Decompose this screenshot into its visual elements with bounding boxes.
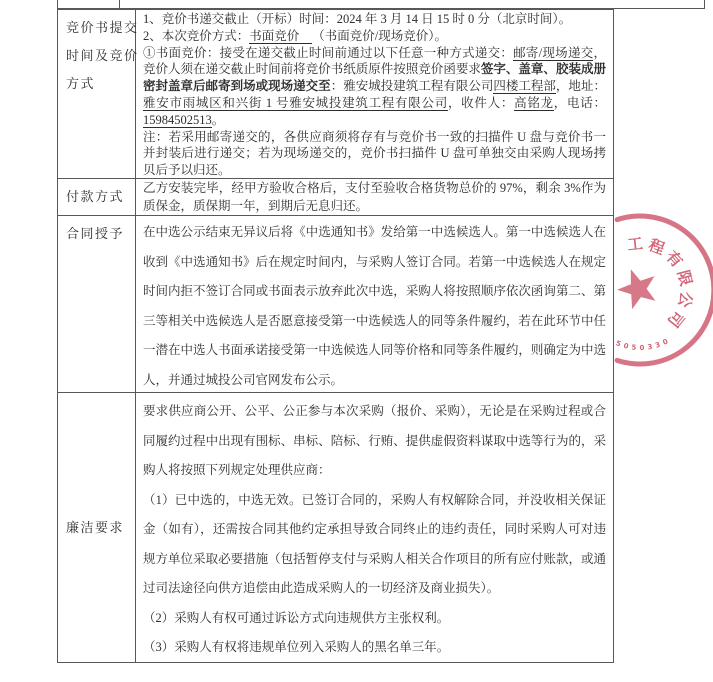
seal-arc-char: 司: [663, 307, 688, 331]
text: 注：若采用邮寄递交的，各供应商须将存有与竞价书一致的扫描件 U 盘与竞价书一并封装后进行递交；若为现场递交的，竞价书扫描件 U 盘可单独交由采购人现场拷贝后予以归还。: [143, 129, 606, 178]
row-header-label: 付款方式: [66, 189, 125, 204]
row-header-label: 竞价书提交: [66, 20, 139, 35]
content-paragraph: [143, 397, 606, 486]
text: （书面竞价/现场竞价）。: [312, 28, 448, 43]
seal-arc-char: 程: [646, 235, 667, 259]
content-paragraph: [143, 180, 606, 215]
seal-arc-char: 限: [673, 268, 696, 288]
underlined-text: 邮寄/现场递交: [513, 45, 594, 60]
text: ①书面竞价：接受在递交截止时间前通过以下任意一种方式递交：: [143, 45, 514, 60]
table-row-integrity-requirements: [58, 392, 613, 662]
bold-text: 签字、盖章、胶装成册密封盖章后邮寄到场或现场递交至: [143, 62, 606, 94]
content-paragraph: [143, 11, 606, 28]
procurement-terms-table: [57, 9, 614, 663]
seal-arc-char: 公: [674, 290, 696, 310]
table-fragment-divider: [119, 0, 120, 8]
table-row-payment-terms: [58, 178, 613, 215]
text: ：雅安城投建筑工程有限公司: [330, 79, 494, 94]
text: 1、竞价书递交截止（开标）时间：2024 年 3 月 14 日 15 时 0 分（北京时间）。: [143, 12, 572, 26]
seal-serial-digit: 0: [622, 341, 630, 351]
table-row-contract-award: [58, 215, 613, 392]
seal-serial-digit: 3: [647, 342, 654, 352]
text: 要求供应商公开、公平、公正参与本次采购（报价、采购），无论是在采购过程或合同履约过程中出现有围标、串标、陪标、行贿、提供虚假资料谋取中选等行为的，采购人将按照下列规定处理供应商：: [143, 404, 606, 477]
content-paragraph: [143, 129, 606, 179]
seal-serial-digit: 5: [614, 339, 623, 349]
row-header-cell: [58, 179, 136, 215]
underlined-text: 15984502513: [143, 112, 212, 127]
seal-ring: [614, 216, 713, 364]
underlined-text: 四楼工程部: [493, 79, 556, 94]
seal-serial-digit: 0: [639, 343, 645, 353]
row-header-label: 廉洁要求: [66, 519, 125, 535]
text: 乙方安装完毕，经甲方验收合格后，支付至验收合格货物总价的 97%，剩余 3%作为质保金，质保期一年，到期后无息归还。: [143, 181, 606, 213]
content-paragraph: [143, 45, 606, 129]
row-header-cell: [58, 393, 136, 662]
seal-serial-digit: 3: [654, 340, 662, 350]
row-header-label: 方式: [66, 76, 96, 91]
underlined-text: 高铭龙: [514, 95, 554, 110]
text: （3）采购人有权将违规单位列入采购人的黑名单三年。: [143, 640, 450, 654]
seal-arc-char: 工: [626, 234, 644, 255]
text: （2）采购人有权可通过诉讼方式向违规供方主张权利。: [143, 610, 450, 625]
text: ，竞价人须在递交截止时间前将竞价书纸质原件按照竞价函要求: [143, 45, 606, 77]
content-paragraph: [143, 604, 606, 634]
row-content-cell: [136, 10, 613, 178]
row-header-label: 合同授予: [66, 226, 125, 241]
row-header-cell: [58, 10, 139, 178]
row-header-cell: [58, 216, 136, 392]
content-paragraph: [143, 486, 606, 604]
seal-serial-digit: 5: [631, 343, 637, 352]
underlined-text: 书面竞价: [249, 29, 312, 44]
text: ，电话：: [553, 95, 606, 110]
row-content-cell: [136, 393, 613, 662]
row-content-cell: [136, 179, 613, 215]
row-content-cell: [136, 216, 613, 392]
text: （1）已中选的，中选无效。已签订合同的，采购人有权解除合同，并没收相关保证金（如有），还需按合同其他约定承担导致合同终止的违约责任，同时采购人可对违规方单位采取必要措施（包括暂停支付与采购人相关合作项目的所有应付账款，或通过司法途径向供方追偿由此造成采购人的一切经济及商业损失）。: [143, 492, 606, 595]
seal-star-icon: [617, 269, 655, 309]
content-paragraph: [143, 28, 606, 45]
table-row-bid-submission: [58, 10, 613, 178]
text: ，地址：: [555, 79, 606, 94]
text: 2、本次竞价方式：: [143, 28, 250, 43]
seal-serial-digit: 0: [661, 337, 670, 347]
underlined-text: 雅安市雨城区和兴街 1 号雅安城投建筑工程有限公司: [143, 95, 448, 110]
text: ，收件人：: [447, 95, 515, 110]
text: 。: [211, 112, 225, 127]
content-paragraph: [143, 633, 606, 663]
seal-arc-char: 有: [662, 247, 687, 271]
table-fragment-top: [57, 0, 705, 9]
text: 在中选公示结束无异议后将《中选通知书》发给第一中选候选人。第一中选候选人在收到《中选通知书》后在规定时间内，与采购人签订合同。若第一中选候选人在规定时间内拒不签订合同或书面表示放弃此次中选，采购人将按照顺序依次函询第二、第三等相关中选候选人是否愿意接受第一中选候选人的同等条件履约，若在此环节中任一潜在中选人书面承诺接受第一中选候选人同等价格和同等条件履约，则确定为中选人，并通过城投公司官网发布公示。: [143, 225, 606, 387]
content-paragraph: [143, 218, 606, 395]
row-header-label: 时间及竞价: [66, 48, 139, 63]
